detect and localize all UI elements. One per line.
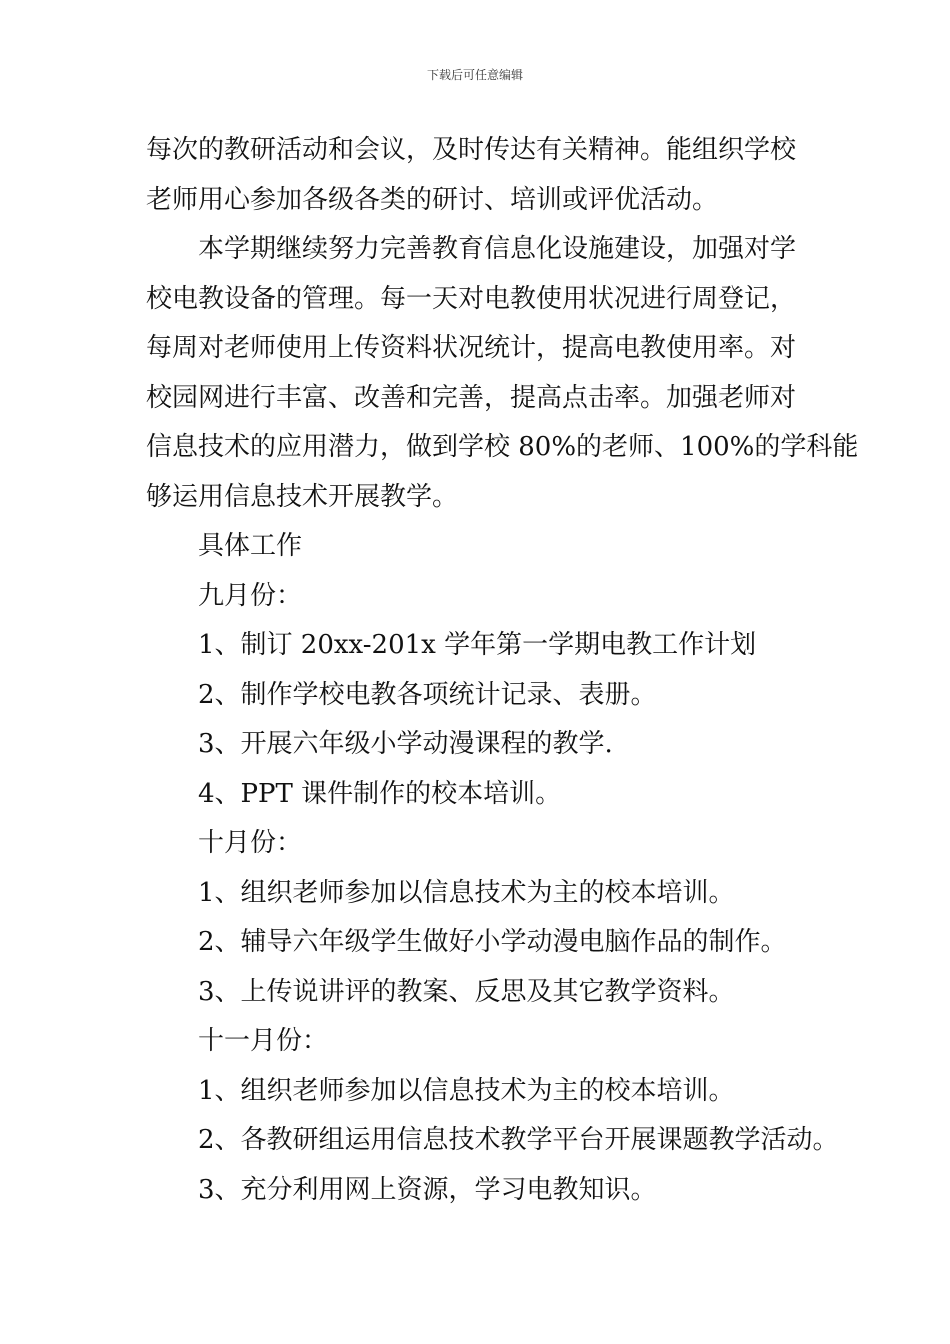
list-item: 1、组织老师参加以信息技术为主的校本培训。 [198, 877, 735, 908]
list-item: 3、开展六年级小学动漫课程的教学. [198, 729, 613, 759]
body-line: 本学期继续努力完善教育信息化设施建设，加强对学 [198, 234, 797, 264]
section-heading: 具体工作 [198, 531, 303, 561]
body-line: 老师用心参加各级各类的研讨、培训或评优活动。 [146, 184, 719, 215]
list-item: 2、各教研组运用信息技术教学平台开展课题教学活动。 [198, 1125, 839, 1155]
body-line: 够运用信息技术开展教学。 [146, 481, 459, 512]
body-line: 每次的教研活动和会议，及时传达有关精神。能组织学校 [146, 135, 797, 165]
body-line: 校园网进行丰富、改善和完善，提高点击率。加强老师对 [146, 382, 797, 413]
list-item: 2、制作学校电教各项统计记录、表册。 [198, 679, 657, 710]
month-heading: 十一月份： [198, 1026, 329, 1056]
list-item: 4、PPT 课件制作的校本培训。 [198, 778, 562, 809]
list-item: 3、上传说讲评的教案、反思及其它教学资料。 [198, 976, 735, 1007]
month-heading: 十月份： [198, 828, 303, 858]
list-item: 1、组织老师参加以信息技术为主的校本培训。 [198, 1075, 735, 1106]
body-line: 每周对老师使用上传资料状况统计，提高电教使用率。对 [146, 333, 797, 363]
document-body [146, 126, 859, 1215]
list-item: 2、辅导六年级学生做好小学动漫电脑作品的制作。 [198, 927, 787, 957]
list-item: 1、制订 20xx-201x 学年第一学期电教工作计划 [198, 630, 757, 660]
body-line: 校电教设备的管理。每一天对电教使用状况进行周登记， [146, 283, 797, 314]
month-heading: 九月份： [198, 580, 303, 611]
body-line: 信息技术的应用潜力，做到学校 80%的老师、100%的学科能 [146, 432, 859, 462]
list-item: 3、充分利用网上资源，学习电教知识。 [198, 1174, 657, 1205]
page-header-note: 下载后可任意编辑 [426, 68, 523, 82]
